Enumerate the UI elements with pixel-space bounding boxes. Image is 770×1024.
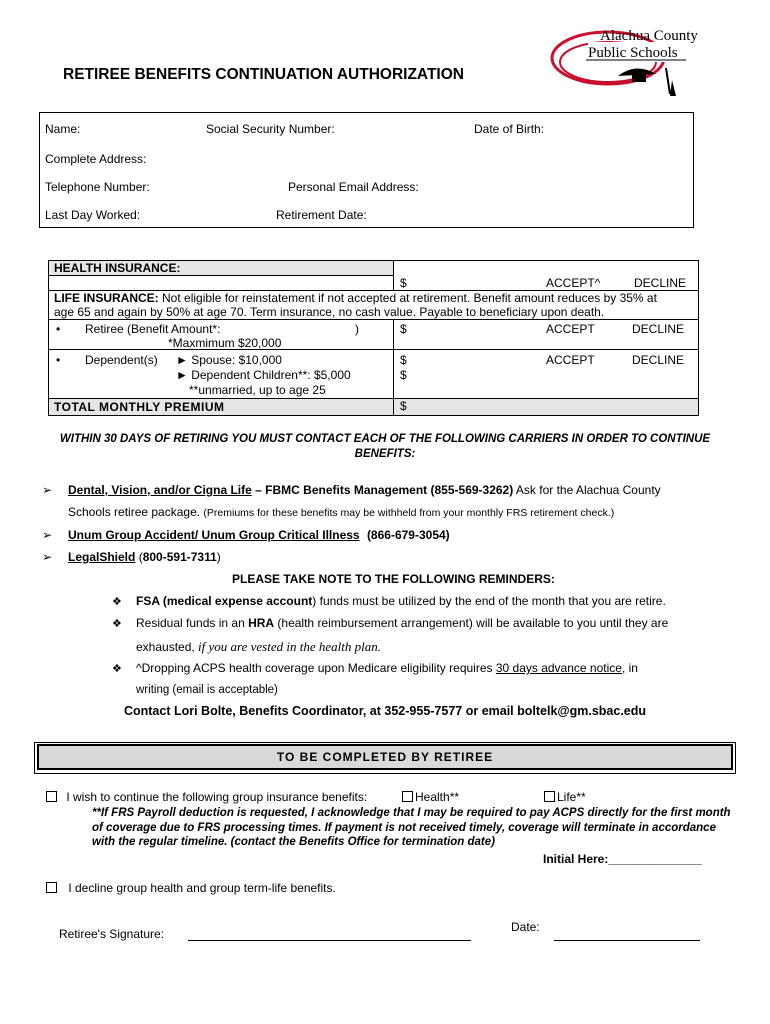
health-decline: DECLINE [634,276,687,290]
decline-checkbox[interactable] [46,882,57,893]
health-accept: ACCEPT^ [546,276,601,290]
reminder2-hra: HRA [248,616,275,630]
life-text2: age 65 and again by 50% at age 70. Term insurance, no cash value. Payable to beneficiary upon death. [54,305,605,319]
carrier2-phone: (866-679-3054) [366,528,450,542]
retirement-date-label: Retirement Date: [276,208,367,222]
diamond-bullet-icon: ❖ [112,663,122,675]
life-checkbox-label: Life** [557,790,586,804]
life-checkbox[interactable] [544,791,555,802]
decline-label: I decline group health and group term-life benefits. [68,881,336,895]
reminder3-line2: writing (email is acceptable) [136,684,278,696]
diamond-bullet-icon: ❖ [112,596,122,608]
carrier1-sep: – [251,483,266,497]
retiree-benefit-label: Retiree (Benefit Amount*: [85,322,221,336]
reminder1-bold: FSA (medical expense account [136,594,313,608]
health-checkbox-label: Health** [415,790,460,804]
arrow-bullet-icon: ➢ [42,528,53,542]
contact-line: Contact Lori Bolte, Benefits Coordinator, at 352-955-7577 or email boltelk@gm.sbac.edu [123,704,647,718]
carrier3-paren-close: ) [216,550,221,564]
carrier1-name: Dental, Vision, and/or Cigna Life [68,483,252,497]
carrier3-name: LegalShield [68,550,136,564]
spouse-amount: ► Spouse: $10,000 [176,353,282,367]
spouse-dollar: $ [400,353,407,367]
diamond-bullet-icon: ❖ [112,618,122,630]
address-label: Complete Address: [45,152,147,166]
total-dollar: $ [400,399,407,413]
carrier1-line2: Schools retiree package. [68,505,201,519]
life-heading: LIFE INSURANCE: [54,291,159,305]
dependent-decline: DECLINE [632,353,685,367]
last-day-label: Last Day Worked: [45,208,141,222]
health-dollar: $ [400,276,407,290]
initial-here: Initial Here:______________ [543,852,702,866]
total-premium-label: TOTAL MONTHLY PREMIUM [54,400,225,414]
alachua-county-public-schools-logo [548,24,700,104]
reminder3-underline: 30 days advance notice [495,661,622,675]
name-label: Name: [45,122,81,136]
retiree-section-banner: TO BE COMPLETED BY RETIREE [276,750,494,764]
children-dollar: $ [400,368,407,382]
dependent-bullet: • [56,353,61,367]
carrier2-name: Unum Group Accident/ Unum Group Critical Illness [68,528,360,542]
carrier1-admin: FBMC Benefits Management (855-569-3262) [265,483,514,497]
carrier3-paren-open: ( [135,550,143,564]
retiree-bullet: • [56,322,61,336]
carrier3-phone: 800-591-7311 [142,550,217,564]
retiree-dollar: $ [400,322,407,336]
frs-payroll-notice: **If FRS Payroll deduction is requested, I acknowledge that I may be required to pay ACPS directly for the first month of coverage due to FRS processing times. If payment is not received timely, coverage will terminate in accordance with the regular timeline. (contact the Benefits Office for termination date) [92,807,731,848]
carrier1-note: (Premiums for these benefits may be withheld from your monthly FRS retirement check.) [203,507,615,519]
continue-label: I wish to continue the following group insurance benefits: [66,790,368,804]
health-checkbox[interactable] [402,791,413,802]
signature-label: Retiree's Signature: [59,927,165,941]
reminders-heading: PLEASE TAKE NOTE TO THE FOLLOWING REMINDERS: [232,572,555,586]
life-max: *Maxmimum $20,000 [168,336,282,350]
carrier1-rest: Ask for the Alachua County [513,483,661,497]
reminder2-rest: (health reimbursement arrangement) will be available to you until they are [274,616,669,630]
dependent-accept: ACCEPT [546,353,595,367]
retiree-paren: ) [355,322,359,336]
form-title: RETIREE BENEFITS CONTINUATION AUTHORIZATION [63,66,464,83]
retiree-accept: ACCEPT [546,322,595,336]
dob-label: Date of Birth: [474,122,545,136]
reminder2-italic: if you are vested in the health plan. [198,639,381,654]
date-line[interactable] [554,940,700,941]
dependents-label: Dependent(s) [85,353,158,367]
children-amount: ► Dependent Children**: $5,000 [176,368,351,382]
within-30-days-notice: WITHIN 30 DAYS OF RETIRING YOU MUST CONTACT EACH OF THE FOLLOWING CARRIERS IN ORDER TO CONTINUE BENEFITS: [59,433,711,460]
email-label: Personal Email Address: [288,180,419,194]
arrow-bullet-icon: ➢ [42,483,53,497]
life-text1: Not eligible for reinstatement if not accepted at retirement. Benefit amount reduces by 35% at [158,291,657,305]
retiree-decline: DECLINE [632,322,685,336]
arrow-bullet-icon: ➢ [42,550,53,564]
reminder3-rest: , in [621,661,638,675]
signature-line[interactable] [188,940,471,941]
reminder1-rest: ) funds must be utilized by the end of the month that you are retire. [312,594,666,608]
date-label: Date: [511,920,540,934]
logo-line1: Alachua County [600,28,698,44]
reminder3-pre: ^Dropping ACPS health coverage upon Medicare eligibility requires [136,661,496,675]
logo-line2: Public Schools [588,45,678,61]
unmarried-note: **unmarried, up to age 25 [189,383,326,397]
continue-checkbox[interactable] [46,791,57,802]
health-heading: HEALTH INSURANCE: [54,261,181,275]
reminder2-line2: exhausted, [136,640,199,654]
phone-label: Telephone Number: [45,180,150,194]
ssn-label: Social Security Number: [206,122,335,136]
reminder2-pre: Residual funds in an [136,616,249,630]
insurance-table [48,260,699,416]
